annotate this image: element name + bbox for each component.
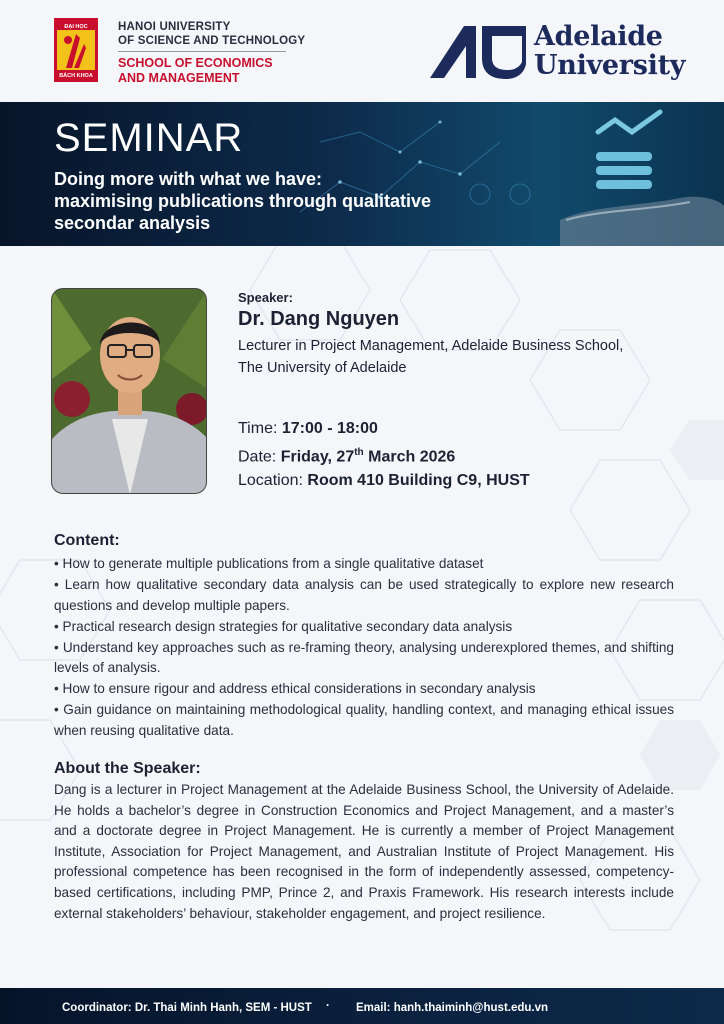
event-location: [238, 469, 530, 493]
hust-name-line2: OF SCIENCE AND TECHNOLOGY: [118, 35, 306, 47]
seminar-banner: [0, 102, 724, 246]
speaker-info: [238, 290, 623, 379]
seminar-title: SEMINAR: [54, 116, 244, 160]
email-text: Email: hanh.thaiminh@hust.edu.vn: [356, 1002, 549, 1014]
date-label: Date:: [238, 448, 277, 466]
location-value: Room 410 Building C9, HUST: [307, 472, 530, 490]
location-label: Location:: [238, 472, 303, 490]
content-list: [54, 554, 674, 741]
divider: [118, 51, 286, 52]
list-item: • Practical research design strategies for qualitative secondary data analysis: [54, 618, 513, 634]
list-item: • Gain guidance on maintaining methodological quality, handling context, and managing ethical issues when reusing qualitative data.: [54, 702, 674, 738]
date-value-day: Friday, 27: [280, 448, 355, 466]
hust-name-block: [118, 20, 305, 86]
adelaide-mark-icon: [430, 24, 526, 80]
seminar-subtitle: [54, 168, 431, 234]
list-item: • How to ensure rigour and address ethical considerations in secondary analysis: [54, 681, 536, 696]
list-item: • Understand key approaches such as re-framing theory, analysing underexplored themes, and shifting levels of analysis.: [54, 639, 674, 675]
adelaide-line2: University: [534, 50, 686, 81]
about-speaker-section: [54, 760, 674, 924]
coordinator-text: Coordinator: Dr. Thai Minh Hanh, SEM - HUST: [62, 1002, 312, 1014]
speaker-label: Speaker:: [238, 290, 293, 305]
adelaide-line1: Adelaide: [534, 21, 663, 52]
footer: [0, 988, 724, 1024]
subtitle-line2: maximising publications through qualitative: [54, 191, 432, 211]
speaker-photo: [51, 288, 207, 494]
speaker-name: Dr. Dang Nguyen: [238, 308, 400, 330]
hust-logo-top-text: ĐẠI HỌC: [64, 24, 88, 30]
subtitle-line1: Doing more with what we have:: [54, 169, 323, 189]
affiliation-line2: The University of Adelaide: [238, 360, 407, 376]
subtitle-line3: secondar analysis: [54, 213, 211, 233]
about-heading: About the Speaker:: [54, 760, 201, 777]
event-time: [238, 417, 530, 441]
about-text: Dang is a lecturer in Project Management at the Adelaide Business School, the University of Adelaide. He holds a bachelor’s degree in Construction Economics and Project Management, and a master’s and a doctorate degree in Project Management. He is currently a member of Project Management Institute, Association for Project Management, and Australian Institute of Project Management. His professional competence has been recognised in the form of independently assessed, competency-based certifications, including PMP, Prince 2, and Praxis Framework. His research interests include external stakeholders’ behaviour, stakeholder engagement, and project resilience.: [54, 782, 674, 921]
time-value: 17:00 - 18:00: [281, 420, 378, 437]
hust-name-line1: HANOI UNIVERSITY: [118, 21, 231, 33]
content-section: [54, 532, 674, 742]
speaker-affiliation: [238, 335, 623, 379]
affiliation-line1: Lecturer in Project Management, Adelaide Business School,: [238, 338, 624, 354]
content-heading: Content:: [54, 532, 120, 549]
list-item: • Learn how qualitative secondary data analysis can be used strategically to explore new research questions and develop multiple papers.: [54, 577, 674, 613]
hust-logo: [54, 18, 98, 82]
hust-logo-bottom-text: BÁCH KHOA: [59, 73, 93, 79]
sem-name-line2: AND MANAGEMENT: [118, 71, 240, 85]
header: [0, 0, 724, 102]
date-value-sup: th: [354, 447, 364, 458]
date-value-rest: March 2026: [368, 448, 456, 466]
adelaide-wordmark: [534, 22, 685, 80]
event-date: [238, 441, 530, 469]
time-label: Time:: [238, 420, 278, 437]
sem-name-line1: SCHOOL OF ECONOMICS: [118, 56, 273, 70]
event-details: [238, 417, 530, 493]
footer-separator: ·: [326, 1000, 330, 1012]
list-item: • How to generate multiple publications from a single qualitative dataset: [54, 556, 484, 571]
adelaide-logo: [430, 21, 686, 84]
